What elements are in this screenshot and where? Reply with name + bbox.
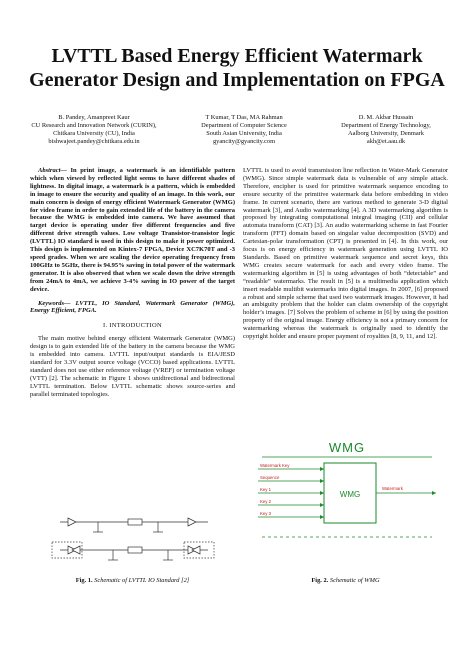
author-name: B. Pandey, Amanpreet Kaur	[58, 114, 130, 121]
author-email: akh@et.aau.dk	[366, 138, 406, 145]
keywords-label: Keywords—	[38, 299, 71, 307]
figure-2-caption-text: Schematic of WMG	[328, 577, 380, 584]
abstract-text: In print image, a watermark is an identifiable pattern which when viewed by reflected light seems to have different shades of lightness. In digital image, a watermark is a pattern, which is embedded in image to ensure the security and quality of an image. In this work, our main concern is design of energy efficient Watermark Generator (WMG) for video frame in order to gain extended life of the battery in the camera because the WMG is embedded into camera. We have assumed that target device is operating under five different frequencies and five different drive strength values. Low voltage Transistor-transistor logic (LVTTL) IO standard is used in this design to make it power optimized. This design is implemented on Kintex-7 FPGA, Device XC7K70T and -3 speed grades. When we are scaling the device operating frequency from 100GHz to 5GHz, there is 94.95% saving in total power of the watermark generator. It is also observed that when we scale down the drive strength from 24mA to 4mA, we achieve 3-4% saving in IO power of the target device.	[30, 167, 235, 293]
input-label: Key 2	[260, 499, 271, 504]
abstract	[30, 167, 235, 294]
author-affiliation: Department of Energy Technology,	[341, 122, 431, 129]
wmg-input-watermark-key	[258, 463, 324, 471]
title-line-1: LVTTL Based Energy Efficient Watermark	[51, 45, 423, 67]
author-block-1	[20, 114, 168, 146]
intro-paragraph: The main motive behind energy efficient Watermark Generator (WMG) design is to gain extended life of the battery in the camera because the WMG is embedded into camera. LVTTL input/output standards is EIA/JESD standard for 3.3V output source voltage (VCCO) based applications. LVTTL standard does not use either reference voltage (VREF) or termination voltage (VTT) [2]. The schematic in Figure 1 shows unidirectional and bidirectional LVTTL termination. Below LVTTL schematic shows source-series and parallel terminated topologies.	[30, 335, 235, 398]
left-column	[30, 167, 235, 398]
author-name: D. M. Akbar Hussain	[358, 114, 414, 121]
keywords	[30, 300, 235, 316]
abstract-label: Abstract—	[38, 167, 67, 174]
right-column	[243, 167, 448, 341]
wmg-input-key-1	[258, 487, 324, 495]
author-institution: Chitkara University (CU), India	[53, 130, 135, 137]
wmg-input-key-2	[258, 499, 324, 507]
author-name: T Kumar, T Das, MA Rahman	[205, 114, 283, 121]
input-label: Key 1	[260, 487, 271, 492]
wmg-input-sequence	[258, 475, 324, 483]
author-email: gyancity@gyancity.com	[212, 138, 276, 145]
wmg-title-label: WMG	[328, 440, 366, 455]
schematic-lines-top	[60, 518, 208, 532]
title-line-2: Generator Design and Implementation on FPGA	[29, 69, 445, 91]
figure-2-caption	[243, 577, 448, 585]
author-block-3	[318, 114, 454, 146]
paper-title	[20, 44, 454, 92]
author-affiliation: CU Research and Innovation Network (CURIN),	[31, 122, 157, 129]
author-block-2	[183, 114, 305, 146]
section-heading-introduction: I. INTRODUCTION	[102, 322, 163, 330]
author-institution: Aalborg University, Denmark	[348, 130, 424, 137]
figure-2-caption-label: Fig. 2.	[311, 577, 329, 584]
wmg-input-key-3	[258, 511, 324, 519]
wmg-block-label: WMG	[339, 490, 361, 499]
author-affiliation: Department of Computer Science	[201, 122, 287, 129]
input-label: Watermark Key	[260, 463, 290, 468]
figure-1-caption-text: Schematic of LVTTL IO Standard [2]	[92, 577, 190, 584]
input-label: Sequence	[260, 475, 280, 480]
figure-1-caption	[30, 577, 235, 585]
right-column-paragraph: LVTTL is used to avoid transmission line reflection in Water-Mark Generator (WMG). Since simple watermark data is vulnerable of any simple attack. Therefore, encipher is used for primitive watermark sequence encoding to ensure security of the primitive watermark data before embedding in video frame. In current scenario, there are various method to generate 3-D digital watermark [3], and Audio watermarking [4]. A 3D watermarking algorithm is proposed by integrating computational integral imaging (CII) and cellular automata transform (CAT) [3]. An audio watermarking scheme in fast Fourier transform (FFT) domain based on singular value decomposition (SVD) and Cartesian-polar transformation (CPT) is presented in [4]. In this work, our focus is on energy efficiency in watermark generation using LVTTL IO Standards. Based on primitive watermark sequence and secret keys, this WMG creates secure watermark for each and every video frame. The watermarking algorithm in [5] is using advantages of both “detectable” and “readable” watermarks. The result in [5] is a multimedia application which insert readable multibit watermarks into digital images. In 2007, [6] proposed a robust and simple scheme that used two watermark images. However, it had an ambiguity problem that the holder can claim ownership of the copyright holder’s images. [7] Solves the problem of scheme in [6] by using the position property of the original image. Energy efficiency is not a primary concern for watermarking whereas the watermark is originally used to identify the copyright holder and ensure proper payment of royalties [8, 9, 11, and 12].	[243, 167, 448, 341]
figure-1-schematic	[38, 512, 234, 570]
figure-2-wmg-diagram	[252, 437, 442, 569]
wmg-output-watermark	[376, 486, 436, 495]
figure-1-caption-label: Fig. 1.	[75, 577, 93, 584]
keywords-text: LVTTL, IO Standard, Watermark Generator (WMG), Energy Efficient, FPGA.	[30, 299, 235, 315]
output-label: Watermark	[382, 486, 403, 491]
input-label: Key 3	[260, 511, 271, 516]
author-institution: South Asian University, India	[206, 130, 282, 137]
schematic-lines-bottom	[52, 542, 214, 560]
author-email: bishwajeet.pandey@chitkara.edu.in	[48, 138, 140, 145]
